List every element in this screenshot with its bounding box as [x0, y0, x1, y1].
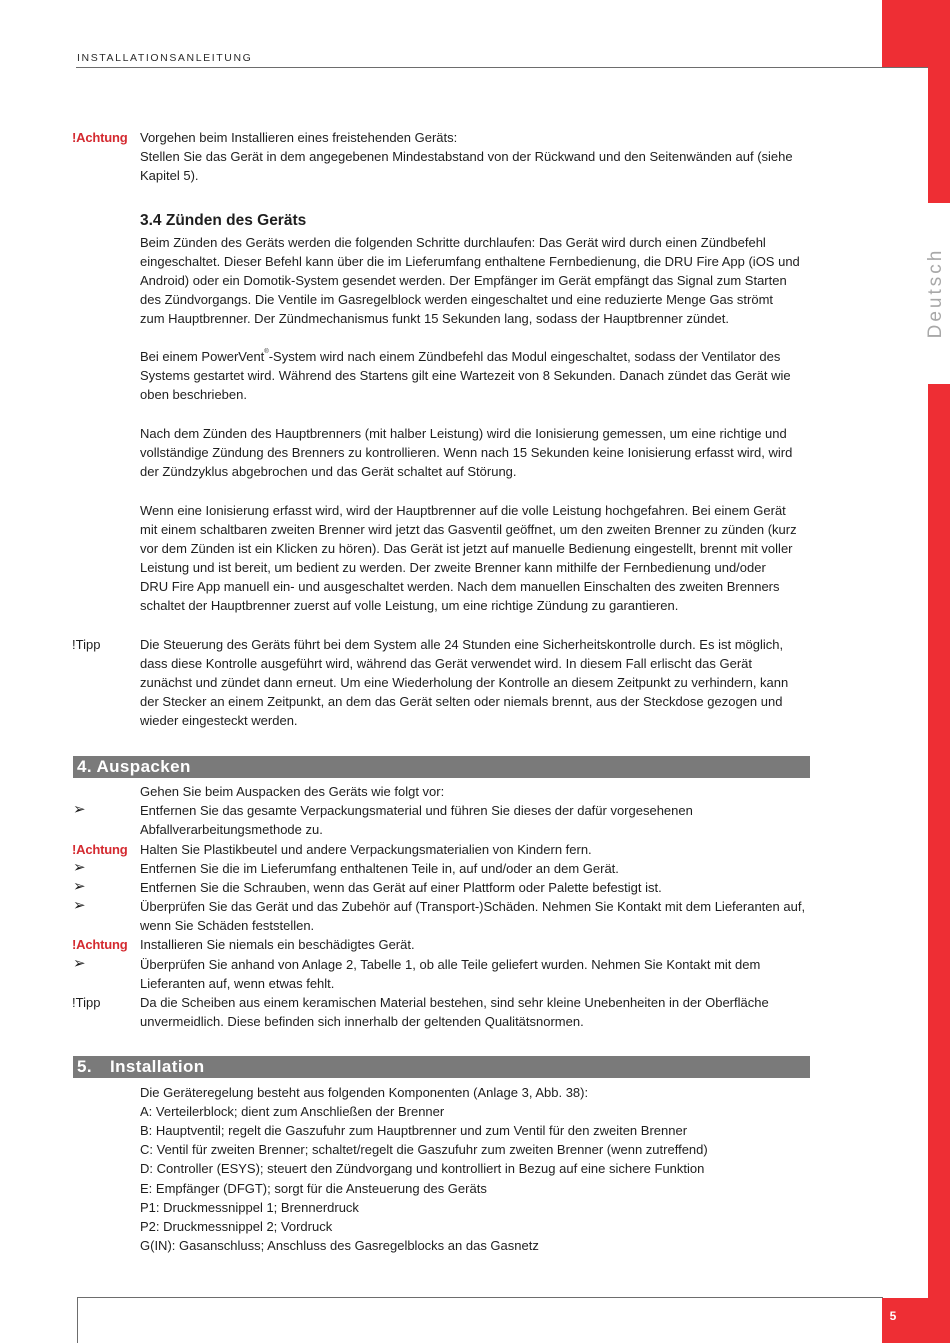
footer-rule [77, 1297, 883, 1298]
paragraph-line: schaltet der Hauptbrenner zuerst auf volle Leistung, um eine richtige Zündung zu garantieren. [140, 598, 679, 613]
section-header-installation: 5. Installation [73, 1056, 810, 1078]
running-header: INSTALLATIONSANLEITUNG [77, 52, 253, 64]
warning-line: Halten Sie Plastikbeutel und andere Verpackungsmaterialien von Kindern fern. [140, 842, 592, 857]
language-label: Deutsch [925, 247, 946, 339]
list-item: Entfernen Sie das gesamte Verpackungsmaterial und führen Sie dieses der dafür vorgesehenen [140, 803, 693, 818]
warning-label: !Achtung [72, 937, 128, 952]
component-item: P1: Druckmessnippel 1; Brennerdruck [140, 1200, 359, 1215]
tip-line: Die Steuerung des Geräts führt bei dem System alle 24 Stunden eine Sicherheitskontrolle durch. Es ist möglich, [140, 637, 784, 652]
intro-line: Stellen Sie das Gerät in dem angegebenen Mindestabstand von der Rückwand und den Seitenwänden auf (siehe [140, 149, 793, 164]
component-intro: Die Geräteregelung besteht aus folgenden Komponenten (Anlage 3, Abb. 38): [140, 1085, 589, 1100]
tip-line: dass diese Kontrolle ausgeführt wird, während das Gerät verwendet wird. In diesem Fall erlischt das Gerät [140, 656, 753, 671]
tip-line: der Stecker an einem Zeitpunkt, an dem das Gerät selten oder niemals brennt, aus der Steckdose gezogen und [140, 694, 783, 709]
component-item: G(IN): Gasanschluss; Anschluss des Gasregelblocks an das Gasnetz [140, 1238, 539, 1253]
side-tab-top-inner [882, 68, 928, 203]
paragraph-line: vor dem Zünden ist ein Klicken zu hören). Das Gerät ist jetzt auf manuelle Bedienung eingestellt, brennt mit voller [140, 541, 793, 556]
list-item: Entfernen Sie die im Lieferumfang enthaltenen Teile in, auf und/oder an dem Gerät. [140, 861, 619, 876]
warning-label: !Achtung [72, 842, 128, 857]
tip-line: wieder eingesteckt werden. [140, 713, 298, 728]
bullet-arrow-icon: ➢ [73, 878, 86, 895]
paragraph-line: Leistung und ist bereit, um bedient zu werden. Der zweite Brenner kann mithilfe der Fernbedienung und/oder [140, 560, 766, 575]
paragraph-line: zum Hauptbrenner. Der Zündmechanismus funkt 15 Sekunden lang, sodass der Hauptbrenner zündet. [140, 311, 729, 326]
footer-rule-vertical [77, 1297, 78, 1343]
registered-mark: ® [264, 349, 269, 355]
component-item: A: Verteilerblock; dient zum Anschließen der Brenner [140, 1104, 445, 1119]
paragraph-line: der Zündzyklus abgebrochen und das Gerät schaltet auf Störung. [140, 464, 517, 479]
component-item: P2: Druckmessnippel 2; Vordruck [140, 1219, 333, 1234]
component-item: C: Ventil für zweiten Brenner; schaltet/regelt die Gaszufuhr zum zweiten Brenner (wenn zutreffend) [140, 1142, 708, 1157]
component-item: D: Controller (ESYS); steuert den Zündvorgang und kontrolliert in Bezug auf eine sichere Funktion [140, 1161, 705, 1176]
list-item: Lieferanten auf, wenn etwas fehlt. [140, 976, 335, 991]
paragraph-line: mit einem schaltbaren zweiten Brenner wird jetzt das Gasventil geöffnet, um den zweiten Brenner zu zünden (kurz [140, 522, 797, 537]
paragraph-line: vollständige Zündung des Brenners zu kontrollieren. Wenn nach 15 Sekunden keine Ionisierung erfasst wird, wird [140, 445, 793, 460]
page-number: 5 [889, 1309, 897, 1323]
warning-line: Installieren Sie niemals ein beschädigtes Gerät. [140, 937, 415, 952]
list-item: Abfallverarbeitungsmethode zu. [140, 822, 323, 837]
intro-line: Vorgehen beim Installieren eines freistehenden Geräts: [140, 130, 458, 145]
component-item: B: Hauptventil; regelt die Gaszufuhr zum Hauptbrenner und zum Ventil für den zweiten Brenner [140, 1123, 688, 1138]
tip-label: !Tipp [72, 995, 101, 1010]
tip-line: zunächst und zündet dann erneut. Um eine Wiederholung der Kontrolle an diesem Zeitpunkt zu verhindern, kann [140, 675, 789, 690]
tip-line: unvermeidlich. Diese befinden sich innerhalb der geltenden Qualitätsnormen. [140, 1014, 584, 1029]
paragraph-line: des Zündvorgangs. Die Ventile im Gasregelblock werden eingeschaltet und eine reduzierte Menge Gas strömt [140, 292, 774, 307]
list-item: Überprüfen Sie das Gerät und das Zubehör auf (Transport-)Schäden. Nehmen Sie Kontakt mit dem Lieferanten auf, [140, 899, 806, 914]
bullet-arrow-icon: ➢ [73, 955, 86, 972]
paragraph-line: Wenn eine Ionisierung erfasst wird, wird der Hauptbrenner auf die volle Leistung hochgefahren. Bei einem Gerät [140, 503, 786, 518]
intro-line: Kapitel 5). [140, 168, 199, 183]
tip-label: !Tipp [72, 637, 101, 652]
bullet-arrow-icon: ➢ [73, 801, 86, 818]
paragraph-line: DRU Fire App manuell ein- und ausgeschaltet werden. Nach dem manuellen Einschalten des zweiten Brenners [140, 579, 780, 594]
side-tab-bottom-inner [882, 384, 928, 1298]
section-header-auspacken: 4. Auspacken [73, 756, 810, 778]
paragraph-line: Nach dem Zünden des Hauptbrenners (mit halber Leistung) wird die Ionisierung gemessen, um eine richtige und [140, 426, 787, 441]
bullet-arrow-icon: ➢ [73, 897, 86, 914]
list-item: Entfernen Sie die Schrauben, wenn das Gerät auf einer Plattform oder Palette befestigt ist. [140, 880, 662, 895]
subsection-title: 3.4 Zünden des Geräts [140, 212, 307, 229]
paragraph-line: Systems gestartet wird. Während des Startens gilt eine Wartezeit von 8 Sekunden. Danach zündet das Gerät wie [140, 368, 791, 383]
list-item: wenn Sie Schäden feststellen. [140, 918, 315, 933]
paragraph-line: Android) oder ein Domotik-System gesendet werden. Der Empfänger im Gerät empfängt das Signal zum Starten [140, 273, 787, 288]
bullet-arrow-icon: ➢ [73, 859, 86, 876]
header-rule [76, 67, 928, 68]
paragraph-line: Bei einem PowerVent®-System wird nach einem Zündbefehl das Modul eingeschaltet, sodass der Ventilator des [140, 349, 781, 364]
list-item: Überprüfen Sie anhand von Anlage 2, Tabelle 1, ob alle Teile geliefert wurden. Nehmen Sie Kontakt mit dem [140, 957, 761, 972]
list-intro: Gehen Sie beim Auspacken des Geräts wie folgt vor: [140, 784, 445, 799]
paragraph-line: eingeschaltet. Dieser Befehl kann über die im Lieferumfang enthaltene Fernbedienung, die DRU Fire App (iOS und [140, 254, 800, 269]
warning-label: !Achtung [72, 130, 128, 145]
tip-line: Da die Scheiben aus einem keramischen Material bestehen, sind sehr kleine Unebenheiten in der Oberfläche [140, 995, 769, 1010]
component-item: E: Empfänger (DFGT); sorgt für die Ansteuerung des Geräts [140, 1181, 487, 1196]
paragraph-line: Beim Zünden des Geräts werden die folgenden Schritte durchlaufen: Das Gerät wird durch einen Zündbefehl [140, 235, 766, 250]
paragraph-line: oben beschrieben. [140, 387, 247, 402]
